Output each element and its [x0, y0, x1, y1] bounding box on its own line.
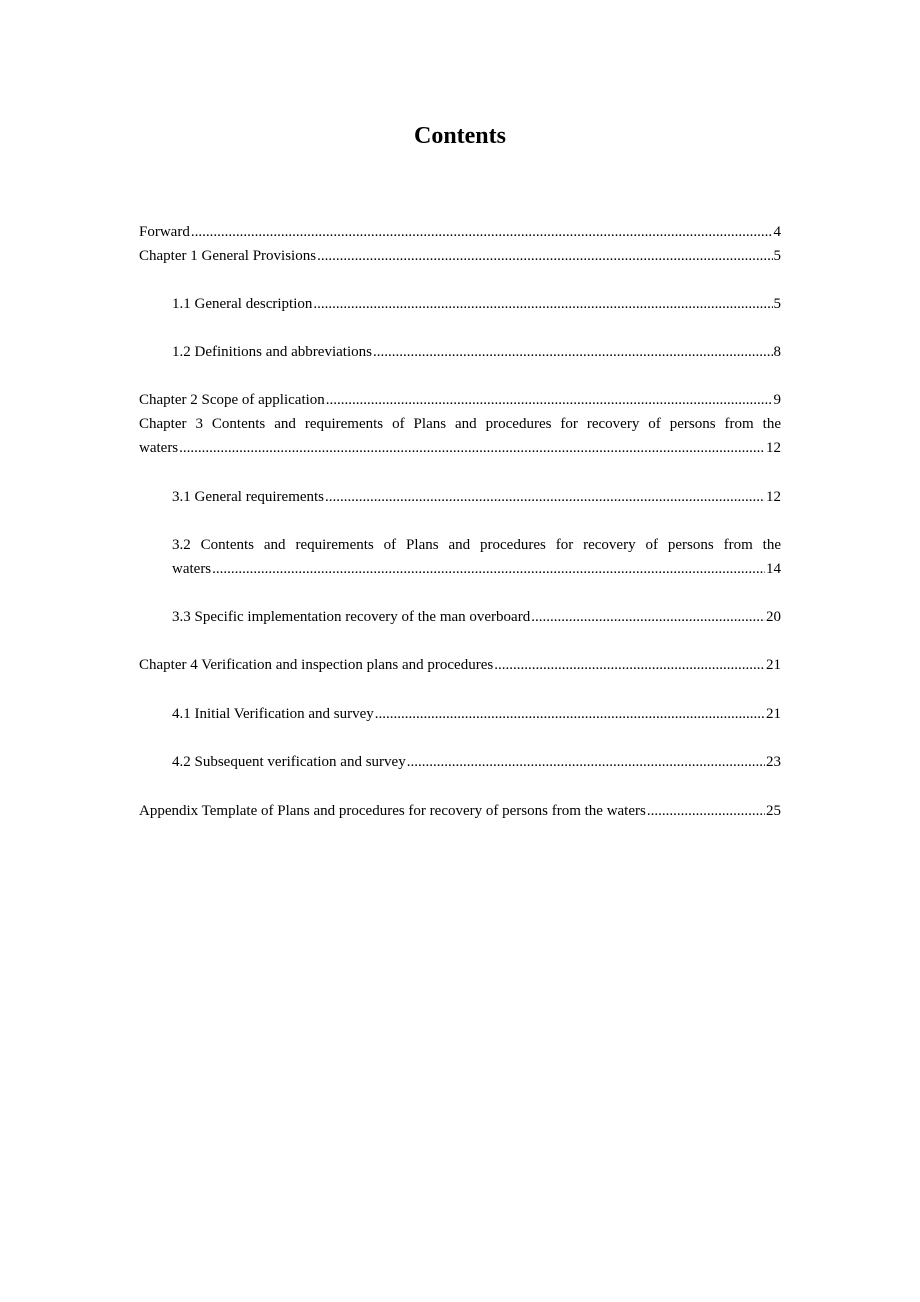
dot-leader	[375, 702, 765, 726]
toc-entry-1-2[interactable]	[172, 340, 781, 364]
dot-leader	[647, 799, 765, 823]
toc-entry-forward[interactable]	[139, 220, 781, 244]
toc-entry-text: Chapter 4 Verification and inspection plans and procedures	[139, 657, 494, 673]
toc-page-number: 21	[766, 657, 781, 673]
toc-entry-text: 4.2 Subsequent verification and survey	[172, 754, 406, 770]
page-title: Contents	[413, 123, 506, 149]
toc-page-number: 25	[766, 803, 781, 819]
toc-entry-text: Chapter 1 General Provisions	[139, 248, 317, 264]
toc-entry-text: Chapter 2 Scope of application	[139, 392, 325, 408]
dot-leader	[407, 750, 765, 774]
toc-entry-text: 1.2 Definitions and abbreviations	[172, 344, 372, 360]
toc-page-number: 20	[766, 609, 781, 625]
toc-page-number: 23	[766, 754, 781, 770]
dot-leader	[373, 340, 773, 364]
dot-leader	[326, 388, 773, 412]
toc-page-number: 5	[773, 248, 781, 264]
toc-page-number: 21	[766, 706, 781, 722]
toc-entry-text: 1.1 General description	[172, 296, 313, 312]
toc-page-number: 4	[773, 224, 781, 240]
toc-entry-first-line: Chapter 3 Contents and requirements of Plans and procedures for recovery of persons from the	[139, 416, 781, 432]
toc-entry-1-1[interactable]	[172, 292, 781, 316]
toc-entry-3-1[interactable]	[172, 485, 781, 509]
toc-page-number: 9	[773, 392, 781, 408]
toc-entry-text: 3.1 General requirements	[172, 489, 325, 505]
toc-page-number: 12	[766, 440, 781, 456]
toc-entry-3-3[interactable]	[172, 605, 781, 629]
toc-page-number: 14	[766, 561, 781, 577]
toc-entry-text: Forward	[139, 224, 190, 240]
dot-leader	[494, 653, 765, 677]
toc-entry-chapter-4[interactable]	[139, 653, 781, 677]
dot-leader	[313, 292, 772, 316]
toc-entry-first-line: 3.2 Contents and requirements of Plans and procedures for recovery of persons from the	[172, 537, 781, 553]
toc-entry-4-1[interactable]	[172, 702, 781, 726]
toc-page-number: 12	[766, 489, 781, 505]
toc-entry-3-2[interactable]	[172, 533, 781, 581]
toc-entry-4-2[interactable]	[172, 750, 781, 774]
dot-leader	[191, 220, 773, 244]
dot-leader	[179, 436, 765, 460]
toc-entry-text: 3.3 Specific implementation recovery of the man overboard	[172, 609, 531, 625]
dot-leader	[317, 244, 772, 268]
toc-entry-text: waters	[139, 440, 179, 456]
toc-entry-chapter-3[interactable]	[139, 412, 781, 460]
toc-page-number: 8	[773, 344, 781, 360]
dot-leader	[325, 485, 765, 509]
toc-entry-text: Appendix Template of Plans and procedures for recovery of persons from the waters	[139, 803, 646, 819]
toc-entry-chapter-2[interactable]	[139, 388, 781, 412]
toc-entry-text: 4.1 Initial Verification and survey	[172, 706, 374, 722]
toc-page-number: 5	[773, 296, 781, 312]
toc-entry-appendix[interactable]	[139, 799, 781, 823]
toc-entry-text: waters	[172, 561, 212, 577]
toc-entry-chapter-1[interactable]	[139, 244, 781, 268]
dot-leader	[212, 557, 765, 581]
dot-leader	[531, 605, 765, 629]
